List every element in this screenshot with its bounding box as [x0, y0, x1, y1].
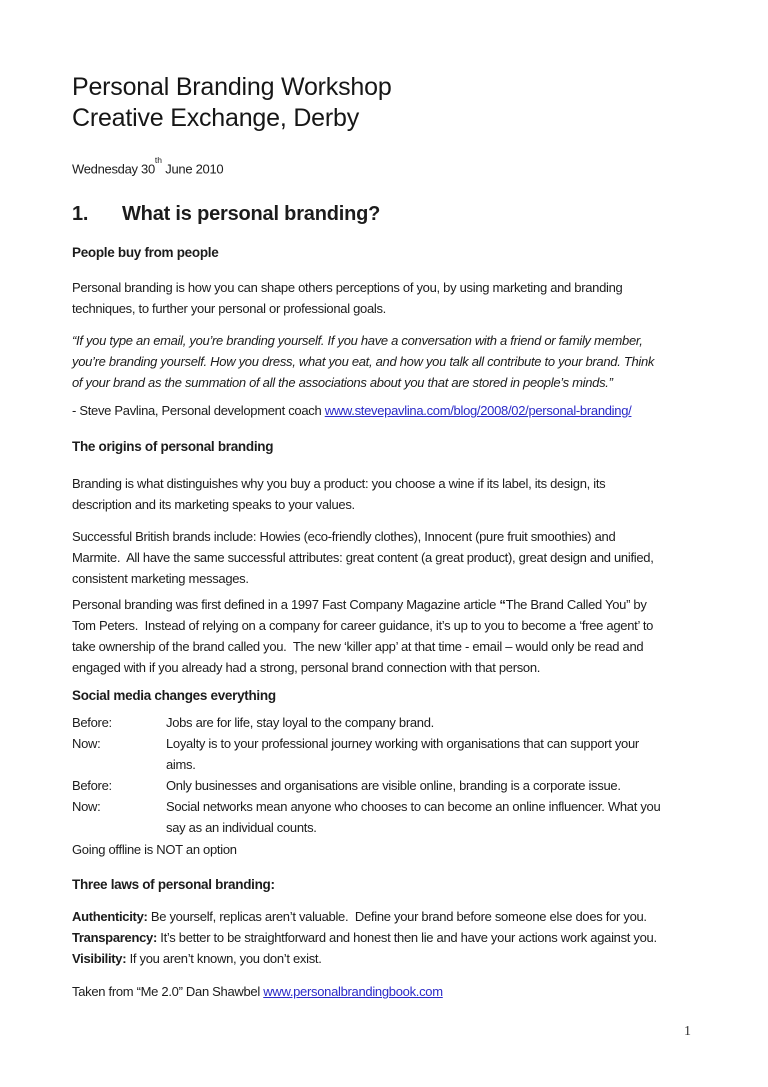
- quote-attribution: [72, 400, 768, 421]
- before-now-desc: [166, 775, 768, 796]
- subheading-people-buy-from-people: People buy from people: [72, 245, 219, 261]
- text-line: you’re branding yourself. How you dress, what you eat, and how you talk all contribute to your brand. Think: [72, 354, 655, 370]
- section-1-number: 1.: [72, 203, 89, 226]
- law-authenticity: [72, 906, 768, 927]
- source-reference: [72, 981, 768, 1002]
- text-line: aims.: [166, 757, 196, 773]
- text-line: Marmite. All have the same successful attributes: great content (a great product), great design and unified,: [72, 550, 654, 566]
- law-term: Transparency:: [72, 930, 157, 946]
- law-term: Authenticity:: [72, 909, 148, 925]
- text-line: Going offline is NOT an option: [72, 842, 237, 858]
- paragraph-intro: [72, 277, 768, 319]
- text-line: [72, 400, 768, 421]
- text-line: Loyalty is to your professional journey working with organisations that can support your: [166, 736, 639, 752]
- date-suffix: June 2010: [161, 161, 224, 177]
- date-prefix: Wednesday 30: [72, 161, 155, 177]
- section-1-heading-text: What is personal branding?: [122, 203, 381, 226]
- before-now-desc: [166, 733, 768, 775]
- text-line: take ownership of the brand called you. The new ‘killer app’ at that time - email – would only be read and: [72, 639, 644, 655]
- document-title-line2: Creative Exchange, Derby: [72, 104, 360, 132]
- before-now-desc: [166, 796, 768, 838]
- before-now-term: Now:: [72, 799, 101, 815]
- text-line: engaged with if you already had a strong, personal brand connection with that person.: [72, 660, 541, 676]
- peters-line1-pre: Personal branding was first defined in a 1997 Fast Company Magazine article: [72, 597, 500, 613]
- text-line: Successful British brands include: Howies (eco-friendly clothes), Innocent (pure fruit smoothies) and: [72, 529, 616, 545]
- before-now-term: Before:: [72, 778, 112, 794]
- text-line: description and its marketing speaks to your values.: [72, 497, 355, 513]
- before-now-desc: [166, 712, 768, 733]
- subheading-origins: The origins of personal branding: [72, 439, 274, 455]
- before-now-term: Before:: [72, 715, 112, 731]
- law-transparency: [72, 927, 768, 948]
- law-text: It’s better to be straightforward and honest then lie and have your actions work against you.: [156, 930, 657, 946]
- text-line: of your brand as the summation of all the associations about you that are stored in people’s minds.”: [72, 375, 613, 391]
- text-line: “If you type an email, you’re branding yourself. If you have a conversation with a friend or family member,: [72, 333, 643, 349]
- text-line: [72, 981, 768, 1002]
- document-title: [72, 72, 768, 134]
- date-ordinal-superscript: th: [154, 155, 162, 165]
- source-text: Taken from “Me 2.0” Dan Shawbel: [72, 984, 264, 1000]
- before-now-row: [72, 775, 768, 796]
- peters-line1-post: The Brand Called You” by: [505, 597, 647, 613]
- paragraph-going-offline: [72, 839, 768, 860]
- stevepavlina-link[interactable]: www.stevepavlina.com/blog/2008/02/personal-branding/: [324, 403, 632, 419]
- text-line: [72, 594, 768, 615]
- text-line: consistent marketing messages.: [72, 571, 249, 587]
- law-text: If you aren’t known, you don’t exist.: [126, 951, 322, 967]
- attribution-text: - Steve Pavlina, Personal development coach: [72, 403, 325, 419]
- paragraph-tom-peters: [72, 594, 768, 678]
- law-term: Visibility:: [72, 951, 127, 967]
- law-visibility: [72, 948, 768, 969]
- text-line: say as an individual counts.: [166, 820, 317, 836]
- before-now-term: Now:: [72, 736, 101, 752]
- before-now-row: [72, 796, 768, 838]
- peters-line1-bold-quote: “: [499, 597, 506, 613]
- before-now-row: [72, 733, 768, 775]
- law-text: Be yourself, replicas aren’t valuable. Define your brand before someone else does for you.: [147, 909, 647, 925]
- paragraph-origins: [72, 473, 768, 515]
- quote-steve-pavlina: [72, 330, 768, 393]
- before-now-row: [72, 712, 768, 733]
- document-date: [72, 155, 768, 179]
- subheading-social-media: Social media changes everything: [72, 688, 276, 704]
- before-now-list: [72, 712, 768, 838]
- text-line: techniques, to further your personal or professional goals.: [72, 301, 386, 317]
- text-line: Only businesses and organisations are visible online, branding is a corporate issue.: [166, 778, 621, 794]
- text-line: Branding is what distinguishes why you buy a product: you choose a wine if its label, its design, its: [72, 476, 606, 492]
- page-number: 1: [684, 1024, 691, 1039]
- personalbrandingbook-link[interactable]: www.personalbrandingbook.com: [263, 984, 443, 1000]
- text-line: Social networks mean anyone who chooses to can become an online influencer. What you: [166, 799, 661, 815]
- three-laws-list: [72, 906, 768, 969]
- text-line: Personal branding is how you can shape others perceptions of you, by using marketing and branding: [72, 280, 623, 296]
- section-1-heading: [72, 201, 768, 228]
- text-line: Tom Peters. Instead of relying on a company for career guidance, it’s up to you to become a ‘free agent’ to: [72, 618, 654, 634]
- document-title-line1: Personal Branding Workshop: [72, 73, 392, 101]
- text-line: Jobs are for life, stay loyal to the company brand.: [166, 715, 434, 731]
- paragraph-brands: [72, 526, 768, 589]
- subheading-three-laws: Three laws of personal branding:: [72, 877, 275, 893]
